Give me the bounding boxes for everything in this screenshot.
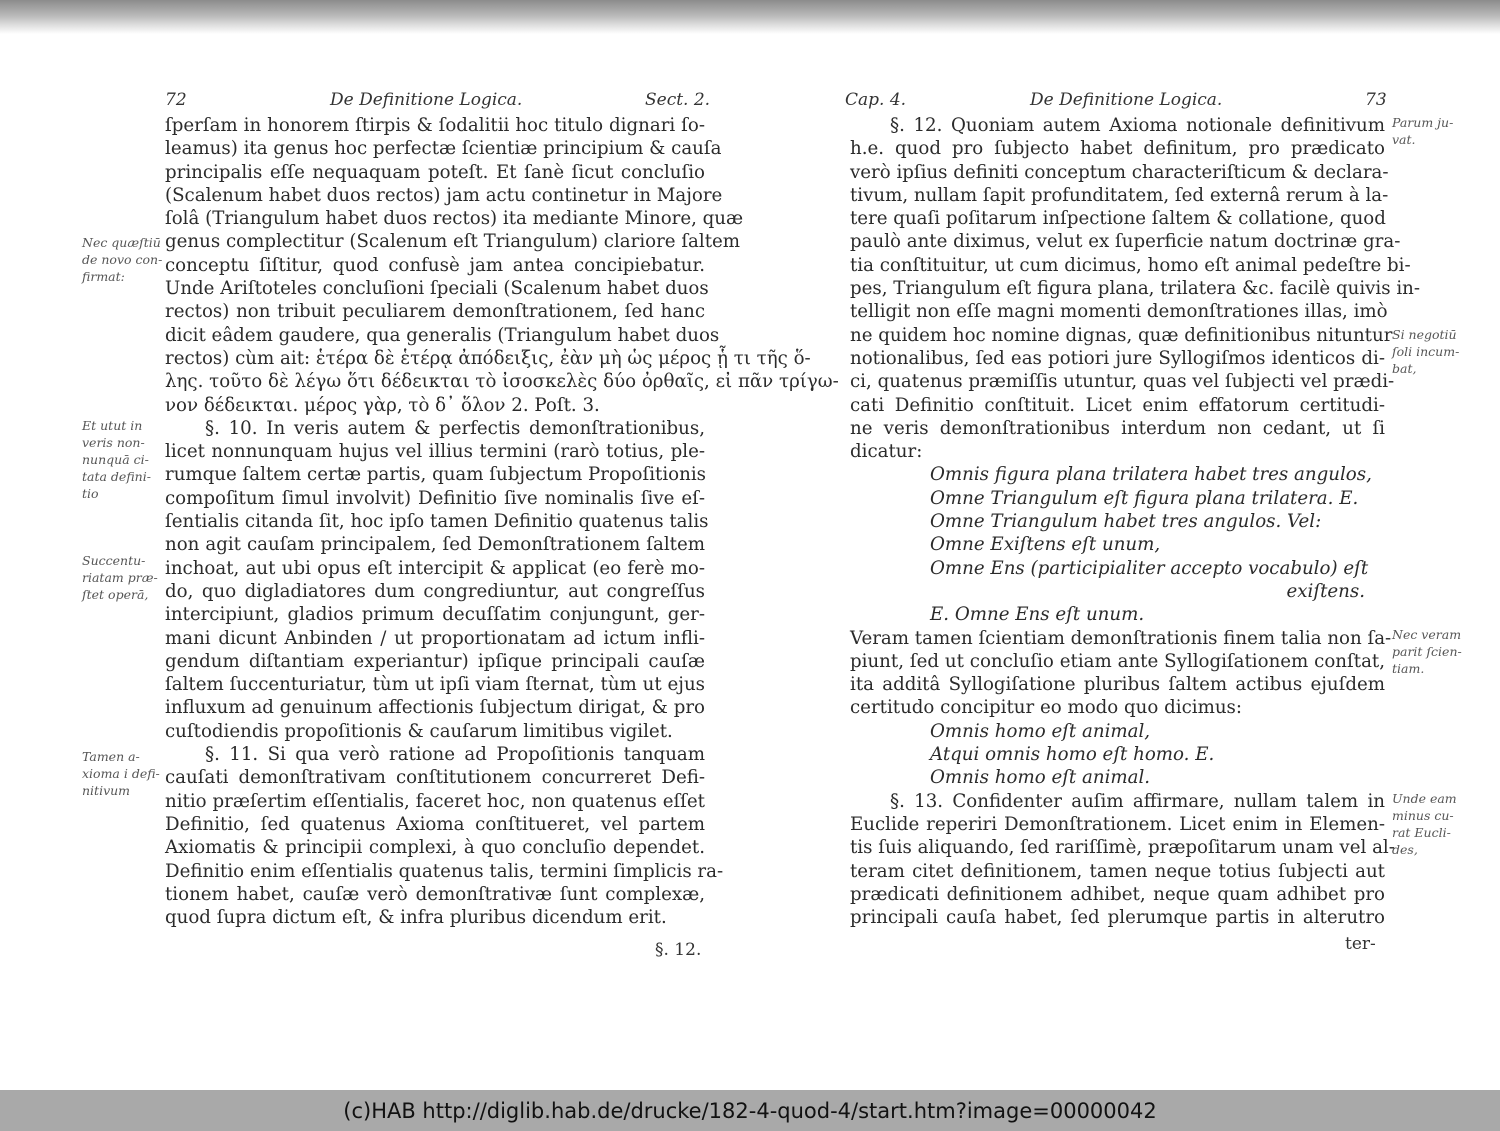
left-catchword: §. 12. <box>655 940 702 960</box>
text-line: certitudo concipitur eo modo quo dicimus: <box>850 697 1243 719</box>
text-line: gendum diſtantiam experiantur) ipſique principali cauſæ <box>165 650 705 672</box>
text-line: tia conſtituitur, ut cum dicimus, homo eſt animal pedeſtre bi- <box>850 254 1411 276</box>
greek-line: rectos) cùm ait: ἑτέρα δὲ ἑτέρᾳ ἀπόδειξις, ἐὰν μὴ ὡς μέρος ᾗ τι τῆς ὅ- <box>165 347 811 369</box>
syllogism-line: Atqui omnis homo eſt homo. E. <box>930 744 1215 766</box>
left-margin-note-2: Et utut in veris non- nunquā ci- tata defini- tio <box>82 418 151 501</box>
text-line: tere quaſi poſitarum inſpectione ſaltem & collatione, quod <box>850 208 1386 230</box>
right-margin-note-4: Unde eam minus cu- rat Eucli- des, <box>1392 791 1457 857</box>
text-line: pes, Triangulum eſt figura plana, trilatera &c. facilè quivis in- <box>850 278 1421 300</box>
right-running-title: De Definitione Logica. <box>1030 90 1223 110</box>
text-line: dicit eâdem gaudere, qua generalis (Triangulum habet duos <box>165 324 720 346</box>
text-line: h.e. quod pro ſubjecto habet definitum, pro prædicato <box>850 138 1385 160</box>
text-line: ſolâ (Triangulum habet duos rectos) ita mediante Minore, quæ <box>165 208 744 230</box>
syllogism-line: Omne Exiſtens eſt unum, <box>930 534 1161 556</box>
text-line: ne quidem hoc nomine dignas, quæ definitionibus nituntur <box>850 324 1393 346</box>
scan-top-shadow <box>0 0 1500 34</box>
text-line: telligit non eſſe magni momenti demonſtrationes illas, imò <box>850 301 1388 323</box>
left-body-text <box>165 114 839 929</box>
text-line: genus complectitur (Scalenum eſt Triangulum) clariore ſaltem <box>165 231 741 253</box>
text-line: do, quo digladiatores dum congrediuntur, aut congreſſus <box>165 580 705 602</box>
text-line: influxum ad genuinum affectionis ſubjectum dirigat, & pro <box>165 697 705 719</box>
greek-line: νον δέδεικται. μέρος γὰρ, τὸ δ᾽ ὅλον 2. Poſt. 3. <box>165 394 600 416</box>
text-line: mani dicunt Anbinden / ut proportionatam ad ictum infli- <box>165 627 705 649</box>
left-running-title: De Definitione Logica. <box>330 90 523 110</box>
syllogism-line: exiſtens. <box>1286 580 1365 602</box>
right-margin-note-2: Si negotiū ſoli incum- bat, <box>1392 327 1460 376</box>
text-line: ſaltem ſuccenturiatur, tùm ut ipſi viam ſternat, tùm ut ejus <box>165 674 705 696</box>
left-margin-note-3: Succentu- riatam præ- ſtet operā, <box>82 553 158 602</box>
text-line: notionalibus, ſed eas potiori jure Syllogiſmos identicos di- <box>850 347 1385 369</box>
section-11-start: §. 11. Si qua verò ratione ad Propoſitionis tanquam <box>205 744 705 766</box>
text-line: rectos) non tribuit peculiarem demonſtrationem, ſed hanc <box>165 301 705 323</box>
syllogism-line: Omne Triangulum eſt figura plana trilatera. E. <box>930 487 1359 509</box>
text-line: inchoat, aut ubi opus eſt intercipit & applicat (eo ferè mo- <box>165 557 705 579</box>
footer-url-text: (c)HAB http://diglib.hab.de/drucke/182-4-quod-4/start.htm?image=00000042 <box>343 1098 1157 1123</box>
text-line: paulò ante diximus, velut ex ſuperficie natum doctrinæ gra- <box>850 231 1401 253</box>
left-page <box>70 34 839 1090</box>
syllogism-line: E. Omne Ens eſt unum. <box>930 604 1145 626</box>
section-10-start: §. 10. In veris autem & perfectis demonſtrationibus, <box>205 417 705 439</box>
text-line: leamus) ita genus hoc perfectæ ſcientiæ principium & cauſa <box>165 138 722 160</box>
text-line: quod ſupra dictum eſt, & infra pluribus dicendum erit. <box>165 907 667 929</box>
text-line: ita additâ Syllogiſatione pluribus ſaltem actibus ejuſdem <box>850 674 1385 696</box>
syllogism-line: Omne Triangulum habet tres angulos. Vel: <box>930 511 1322 533</box>
text-line: Veram tamen ſcientiam demonſtrationis finem talia non ſa- <box>850 627 1392 649</box>
text-line: ſentialis citanda ſit, hoc ipſo tamen Definitio quatenus talis <box>165 511 709 533</box>
syllogism-line: Omnis homo eſt animal. <box>930 767 1151 789</box>
text-line: dicatur: <box>850 441 923 463</box>
text-line: Axiomatis & principii complexi, à quo concluſio dependet. <box>165 837 705 859</box>
text-line: verò ipſius definiti conceptum characteriſticum & declara- <box>850 161 1389 183</box>
text-line: licet nonnunquam hujus vel illius termini (rarò totius, ple- <box>165 441 705 463</box>
text-line: (Scalenum habet duos rectos) jam actu continetur in Majore <box>165 184 723 206</box>
left-margin-note-1: Nec quæſtiū de novo con- firmat: <box>82 235 163 284</box>
text-line: piunt, ſed ut concluſio etiam ante Syllogiſationem conſtat, <box>850 650 1385 672</box>
text-line: intercipiunt, gladios primum decuſſatim conjungunt, ger- <box>165 604 705 626</box>
text-line: cauſati demonſtrativam conſtitutionem concurreret Defi- <box>165 767 705 789</box>
text-line: conceptu ſiſtitur, quod confusè jam antea concipiebatur. <box>165 254 705 276</box>
section-13-start: §. 13. Confidenter auſim affirmare, nullam talem in <box>890 790 1385 812</box>
text-line: ne veris demonſtrationibus interdum non cedant, ut ſi <box>850 417 1385 439</box>
right-page <box>840 34 1480 1090</box>
section-12-start: §. 12. Quoniam autem Axioma notionale definitivum <box>890 115 1385 136</box>
text-line: tis ſuis aliquando, ſed rariſſimè, præpoſitarum unam vel al- <box>850 837 1395 859</box>
text-line: principali cauſa habet, ſed plerumque partis in alterutro <box>850 907 1385 929</box>
greek-line: λης. τοῦτο δὲ λέγω ὅτι δέδεικται τὸ ἰσοσκελὲς δύο ὀρθαῖς, εἰ πᾶν τρίγω- <box>165 371 839 393</box>
right-margin-note-3: Nec veram parit ſcien- tiam. <box>1392 627 1462 676</box>
left-page-number: 72 <box>165 90 187 110</box>
text-line: Euclide reperiri Demonſtrationem. Licet enim in Elemen- <box>850 813 1385 835</box>
text-line: Definitio, ſed quatenus Axioma conſtitueret, vel partem <box>165 813 705 835</box>
syllogism-line: Omnis figura plana trilatera habet tres angulos, <box>930 464 1372 486</box>
text-line: ci, quatenus præmiſſis utuntur, quas vel ſubjecti vel prædi- <box>850 371 1395 393</box>
text-line: non agit cauſam principalem, ſed Demonſtrationem ſaltem <box>165 534 705 556</box>
syllogism-line: Omnis homo eſt animal, <box>930 720 1151 742</box>
right-body-text <box>850 114 1421 929</box>
right-chapter-label: Cap. 4. <box>845 90 907 110</box>
text-line: Definitio enim eſſentialis quatenus talis, termini ſimplicis ra- <box>165 860 724 882</box>
text-line: nitio præſertim eſſentialis, faceret hoc, non quatenus eſſet <box>165 790 705 812</box>
syllogism-line: Omne Ens (participialiter accepto vocabulo) eſt <box>930 557 1369 579</box>
text-line: cati Definitio conſtituit. Licet enim effatorum certitudi- <box>850 394 1385 416</box>
copyright-footer <box>0 1090 1500 1131</box>
text-line: principalis eſſe nequaquam poteſt. Et ſanè ſicut concluſio <box>165 161 705 183</box>
text-line: prædicati definitionem adhibet, neque quam adhibet pro <box>850 883 1385 905</box>
text-line: rumque ſaltem certæ partis, quam ſubjectum Propoſitionis <box>165 464 706 486</box>
text-line: cuſtodiendis propoſitionis & cauſarum limitibus vigilet. <box>165 720 673 742</box>
right-catchword: ter- <box>1345 934 1376 954</box>
left-section-label: Sect. 2. <box>645 90 711 110</box>
right-margin-note-1: Parum ju- vat. <box>1392 115 1454 147</box>
text-line: tivum, nullam ſapit profunditatem, ſed externâ rerum à la- <box>850 184 1389 206</box>
left-margin-note-4: Tamen a- xioma i defi- nitivum <box>82 749 160 798</box>
text-line: Unde Ariſtoteles concluſioni ſpeciali (Scalenum habet duos <box>165 278 709 300</box>
book-spread <box>0 34 1500 1090</box>
text-line: teram citet definitionem, tamen neque totius ſubjecti aut <box>850 860 1385 882</box>
text-line: compoſitum ſimul involvit) Definitio ſive nominalis ſive eſ- <box>165 487 705 509</box>
text-line: ſperſam in honorem ſtirpis & ſodalitii hoc titulo dignari ſo- <box>165 115 705 136</box>
text-line: tionem habet, cauſæ verò demonſtrativæ ſunt complexæ, <box>165 883 705 905</box>
right-page-number: 73 <box>1365 90 1387 110</box>
